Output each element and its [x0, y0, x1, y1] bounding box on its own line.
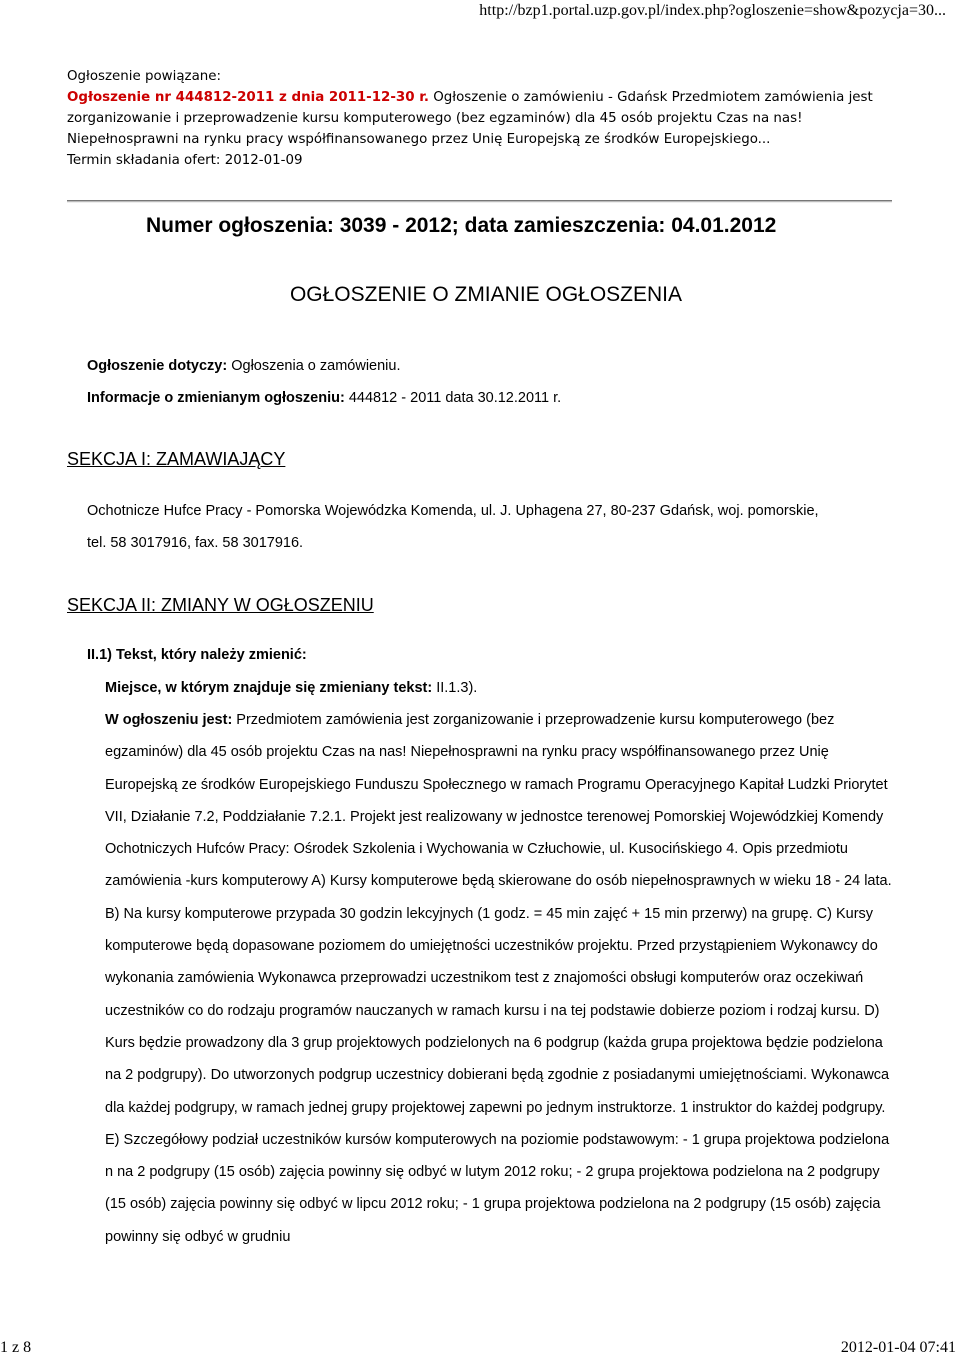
related-deadline: Termin składania ofert: 2012-01-09: [67, 153, 303, 168]
section-1-heading: SEKCJA I: ZAMAWIAJĄCY: [67, 449, 286, 469]
place-line: [105, 680, 477, 696]
contracting-authority-contact: tel. 58 3017916, fax. 58 3017916.: [87, 535, 304, 551]
section-2-heading: SEKCJA II: ZMIANY W OGŁOSZENIU: [67, 595, 374, 615]
place-value: II.1.3).: [432, 680, 478, 696]
print-datetime: 2012-01-04 07:41: [840, 1339, 956, 1356]
place-label: Miejsce, w którym znajduje się zmieniany tekst:: [105, 680, 433, 696]
concerns-value: Ogłoszenia o zamówieniu.: [227, 358, 401, 374]
page-counter: 1 z 8: [0, 1339, 32, 1356]
related-announcement: [67, 66, 897, 171]
section-2-subheading: II.1) Tekst, który należy zmienić:: [87, 647, 307, 663]
current-text-paragraph: [105, 704, 900, 1253]
concerns-label: Ogłoszenie dotyczy:: [87, 358, 228, 374]
related-description: Ogłoszenie o zamówieniu - Gdańsk Przedmiotem zamówienia jest zorganizowanie i przeprowadzenie kursu komputerowego (bez egzaminów) dla 45 osób projektu Czas na nas! Niepełnosprawni na rynku pracy współfinansowanego przez Unię Europejską ze środków Europejskiego...: [67, 90, 873, 147]
current-text-value: Przedmiotem zamówienia jest zorganizowanie i przeprowadzenie kursu komputerowego (bez egzaminów) dla 45 osób projektu Czas na nas! Niepełnosprawni na rynku pracy współfinansowanego przez Unię Europejską ze środków Europejskiego Funduszu Społecznego w ramach Programu Operacyjnego Kapitał Ludzki Priorytet VII, Działanie 7.2, Poddziałanie 7.2.1. Projekt jest realizowany w jednostce terenowej Pomorskiej Wojewódzkiej Komendy Ochotniczych Hufców Pracy: Ośrodek Szkolenia i Wychowania w Człuchowie, ul. Kusocińskiego 4. Opis przedmiotu zamówienia -kurs komputerowy A) Kursy komputerowe będą skierowane do osób niepełnosprawnych w wieku 18 - 24 lata. B) Na kursy komputerowe przypada 30 godzin lekcyjnych (1 godz. = 45 min zajęć + 15 min przerwy) na grupę. C) Kursy komputerowe będą dopasowane poziomem do umiejętności uczestników projektu. Przed przystąpieniem Wykonawcy do wykonania zamówienia Wykonawca przeprowadzi uczestnikom test z znajomości obsługi komputerów oraz oczekiwań uczestników co do rodzaju programów nauczanych w ramach kursu i na tej podstawie dobierze poziom i rodzaj kursu. D) Kurs będzie prowadzony dla 3 grup projektowych podzielonych na 6 podgrup (każda grupa projektowa będzie podzielona na 2 podgrupy). Do utworzonych podgrup uczestnicy dobierani będą zgodnie z posiadanymi umiejętnościami. Wykonawca dla każdej podgrupy, w ramach jednej grupy projektowej zapewni po jednym instruktorze. 1 instruktor do każdej podgrupy. E) Szczegółowy podział uczestników kursów komputerowych na poziomie podstawowym: - 1 grupa projektowa podzielona n na 2 podgrupy (15 osób) zajęcia powinny się odbyć w lutym 2012 roku; - 2 grupa projektowa podzielona na 2 podgrupy (15 osób) zajęcia powinny się odbyć w lipcu 2012 roku; - 1 grupa projektowa podzielona na 2 podgrupy (15 osób) zajęcia powinny się odbyć w grudniu: [105, 712, 892, 1245]
current-text-label: W ogłoszeniu jest:: [105, 712, 233, 728]
contracting-authority-address: Ochotnicze Hufce Pracy - Pomorska Wojewódzka Komenda, ul. J. Uphagena 27, 80-237 Gdańsk, woj. pomorskie,: [87, 503, 819, 519]
info-label: Informacje o zmienianym ogłoszeniu:: [87, 390, 345, 406]
horizontal-rule: [67, 200, 892, 202]
announcement-number: Numer ogłoszenia: 3039 - 2012; data zamieszczenia: 04.01.2012: [146, 214, 777, 237]
info-line: [87, 390, 561, 406]
concerns-line: [87, 358, 401, 374]
print-header-url: http://bzp1.portal.uzp.gov.pl/index.php?ogloszenie=show&pozycja=30...: [479, 2, 946, 19]
related-announcement-link[interactable]: Ogłoszenie nr 444812-2011 z dnia 2011-12-30 r.: [67, 90, 429, 105]
info-value: 444812 - 2011 data 30.12.2011 r.: [344, 390, 562, 406]
related-title: Ogłoszenie powiązane:: [67, 69, 222, 84]
page-title: OGŁOSZENIE O ZMIANIE OGŁOSZENIA: [289, 283, 683, 306]
